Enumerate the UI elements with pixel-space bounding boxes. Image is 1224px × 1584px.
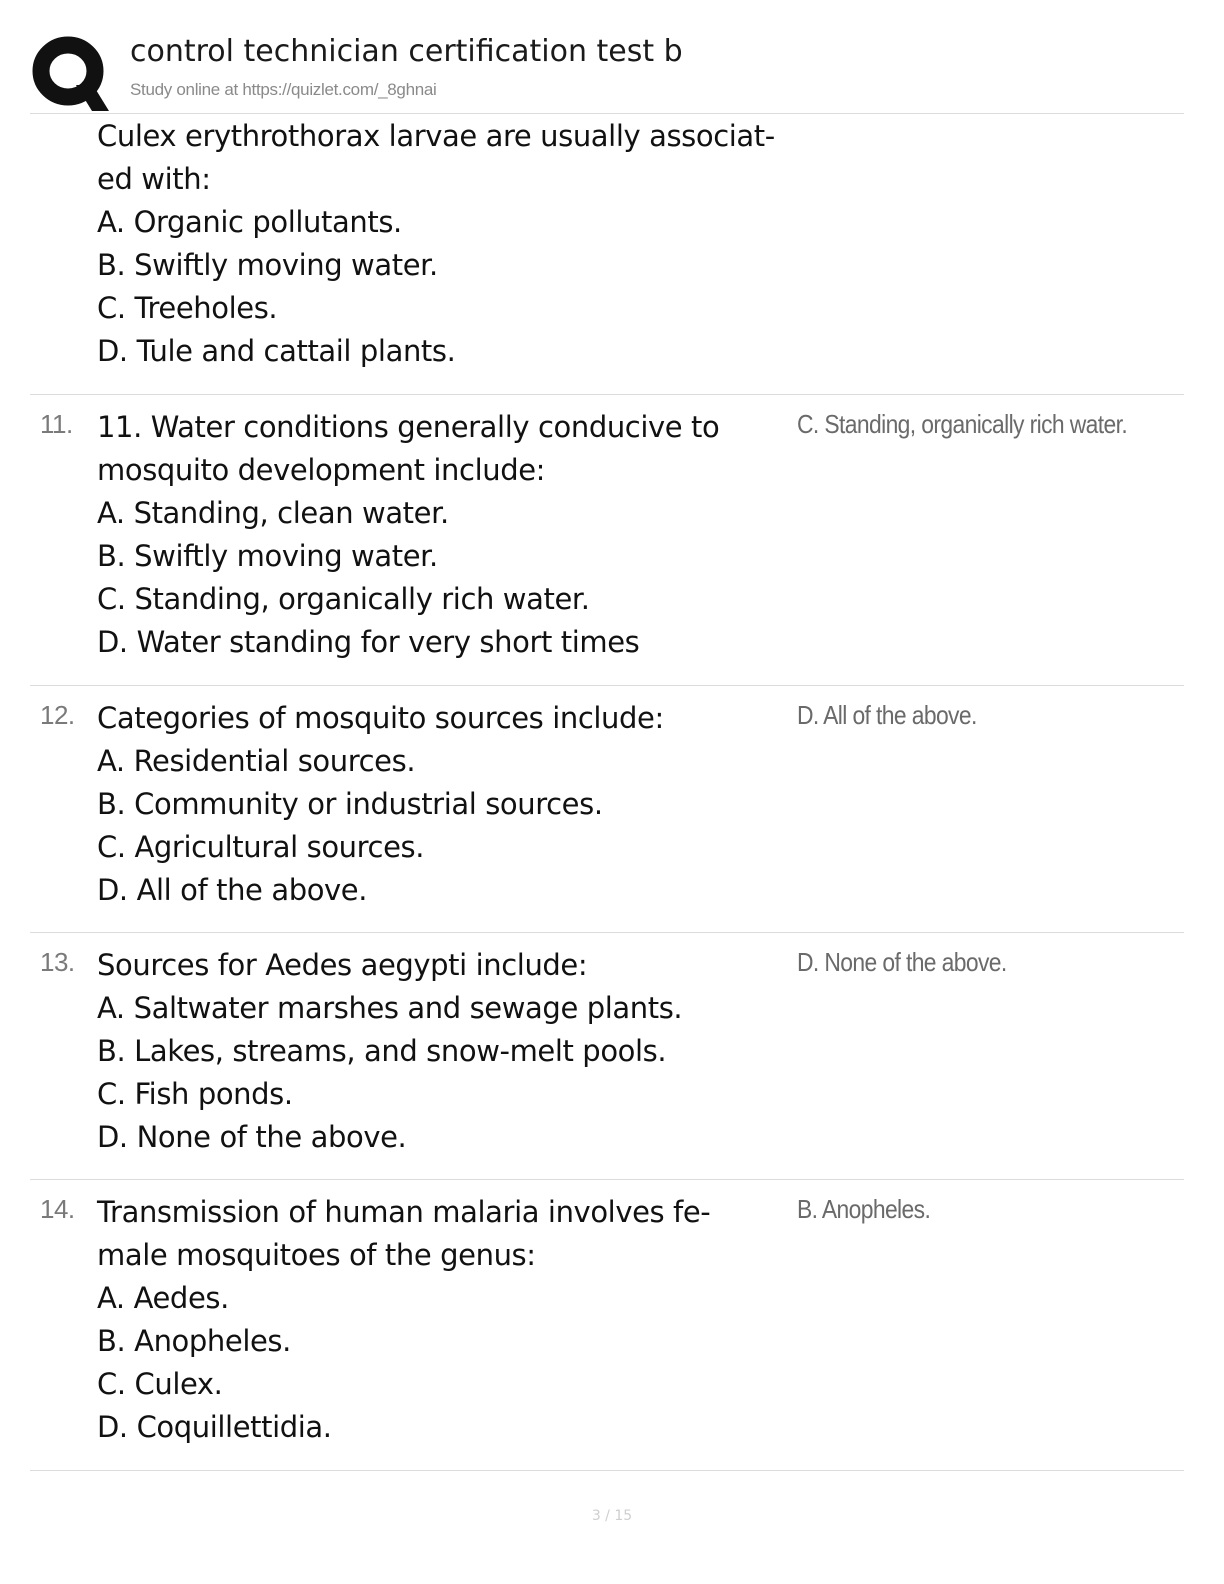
question-card — [30, 933, 1184, 1180]
answer-option: D. None of the above. — [97, 1120, 407, 1154]
question-number: 12. — [40, 700, 75, 730]
question-card — [30, 686, 1184, 933]
question-text — [97, 1191, 787, 1449]
question-card — [30, 115, 1184, 395]
answer-option: C. Agricultural sources. — [97, 830, 425, 864]
answer-option: C. Treeholes. — [97, 291, 278, 325]
answer-option: A. Standing, clean water. — [97, 496, 449, 530]
answer-option: B. Anopheles. — [97, 1324, 291, 1358]
question-line: Culex erythrothorax larvae are usually associat- — [97, 119, 775, 153]
answer-option: A. Organic pollutants. — [97, 205, 402, 239]
answer-option: B. Swiftly moving water. — [97, 539, 438, 573]
correct-answer: D. All of the above. — [797, 700, 977, 730]
question-text — [97, 697, 787, 912]
correct-answer: B. Anopheles. — [797, 1194, 931, 1224]
page-title: control technician certification test b — [130, 34, 683, 69]
correct-answer: C. Standing, organically rich water. — [797, 409, 1128, 439]
question-number: 14. — [40, 1194, 75, 1224]
question-line: Transmission of human malaria involves fe- — [97, 1195, 711, 1229]
question-number: 13. — [40, 947, 75, 977]
question-line: Categories of mosquito sources include: — [97, 701, 664, 735]
question-card — [30, 395, 1184, 686]
answer-option: C. Standing, organically rich water. — [97, 582, 590, 616]
question-number: 11. — [40, 409, 73, 439]
answer-option: A. Saltwater marshes and sewage plants. — [97, 991, 683, 1025]
answer-option: B. Lakes, streams, and snow-melt pools. — [97, 1034, 667, 1068]
answer-option: D. Tule and cattail plants. — [97, 334, 456, 368]
answer-option: B. Swiftly moving water. — [97, 248, 438, 282]
answer-option: D. Water standing for very short times — [97, 625, 640, 659]
answer-option: C. Culex. — [97, 1367, 223, 1401]
page-number: 3 / 15 — [591, 1508, 633, 1524]
question-line: male mosquitoes of the genus: — [97, 1238, 536, 1272]
question-line: ed with: — [97, 162, 211, 196]
study-link[interactable]: Study online at https://quizlet.com/_8ghnai — [130, 80, 437, 99]
answer-option: D. All of the above. — [97, 873, 368, 907]
page-header — [30, 28, 1184, 113]
question-line: mosquito development include: — [97, 453, 546, 487]
answer-option: B. Community or industrial sources. — [97, 787, 603, 821]
header-divider — [30, 113, 1184, 114]
question-text — [97, 406, 787, 664]
correct-answer: D. None of the above. — [797, 947, 1007, 977]
answer-option: A. Aedes. — [97, 1281, 229, 1315]
question-line: 11. Water conditions generally conducive to — [97, 410, 720, 444]
quizlet-logo-icon — [30, 33, 110, 113]
answer-option: C. Fish ponds. — [97, 1077, 293, 1111]
question-line: Sources for Aedes aegypti include: — [97, 948, 588, 982]
question-card — [30, 1180, 1184, 1471]
question-text — [97, 944, 787, 1159]
question-text — [97, 115, 787, 373]
answer-option: A. Residential sources. — [97, 744, 416, 778]
answer-option: D. Coquillettidia. — [97, 1410, 332, 1444]
